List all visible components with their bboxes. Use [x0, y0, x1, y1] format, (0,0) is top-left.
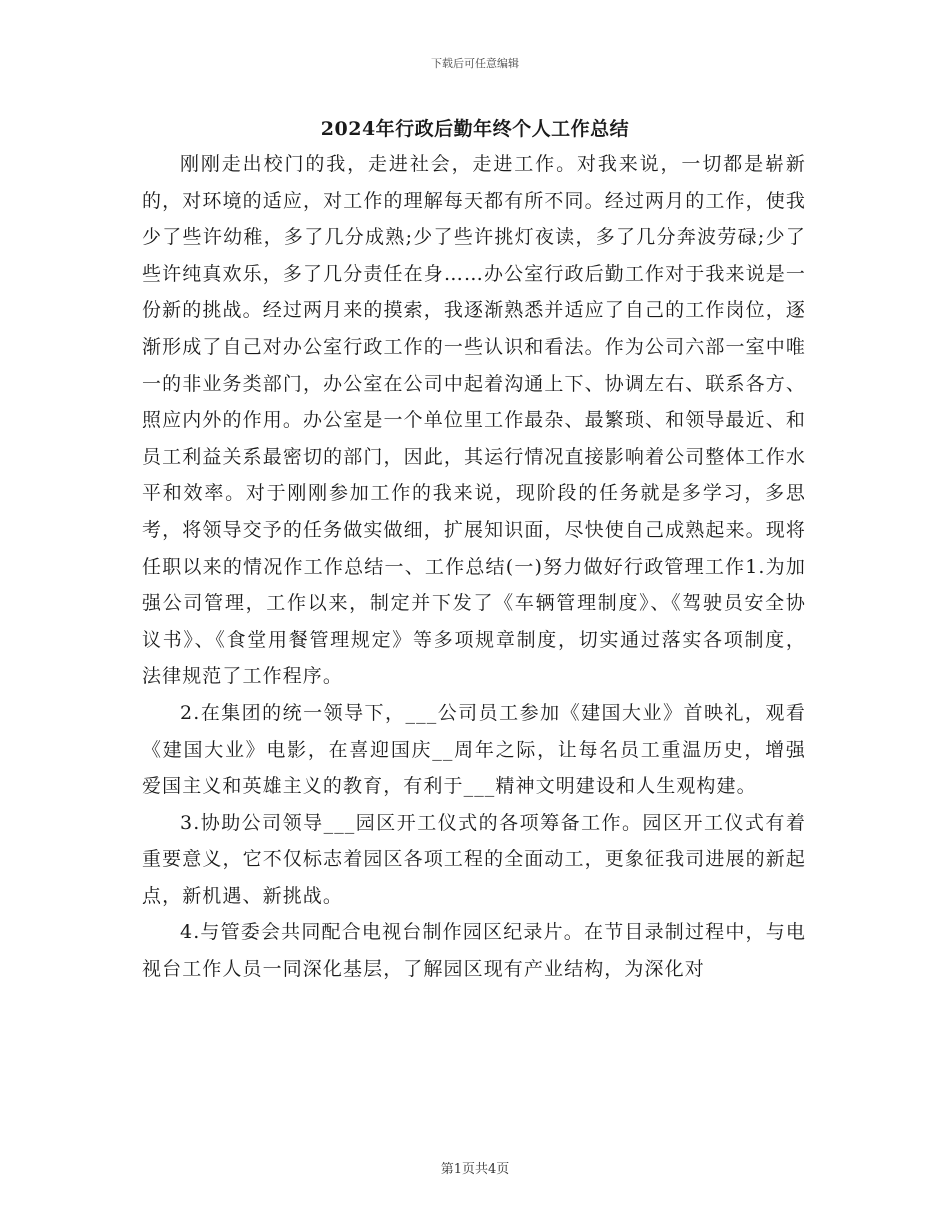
page-header-note: 下载后可任意编辑 [431, 57, 519, 70]
document-title: 2024年行政后勤年终个人工作总结 [320, 118, 630, 140]
paragraph-item-3: 3.协助公司领导___园区开工仪式的各项筹备工作。园区开工仪式有着重要意义，它不仅标志着园区各项工程的全面动工，更象征我司进展的新起点，新机遇、新挑战。 [142, 811, 806, 907]
paragraph-intro: 刚刚走出校门的我，走进社会，走进工作。对我来说，一切都是崭新的，对环境的适应，对工作的理解每天都有所不同。经过两月的工作，使我少了些许幼稚，多了几分成熟;少了些许挑灯夜读，多了几分奔波劳碌;少了些许纯真欢乐，多了几分责任在身……办公室行政后勤工作对于我来说是一份新的挑战。经过两月来的摸索，我逐渐熟悉并适应了自己的工作岗位，逐渐形成了自己对办公室行政工作的一些认识和看法。作为公司六部一室中唯一的非业务类部门，办公室在公司中起着沟通上下、协调左右、联系各方、照应内外的作用。办公室是一个单位里工作最杂、最繁琐、和领导最近、和员工利益关系最密切的部门，因此，其运行情况直接影响着公司整体工作水平和效率。对于刚刚参加工作的我来说，现阶段的任务就是多学习，多思考，将领导交予的任务做实做细，扩展知识面，尽快使自己成熟起来。现将任职以来的情况作工作总结一、工作总结(一)努力做好行政管理工作1.为加强公司管理，工作以来，制定并下发了《车辆管理制度》、《驾驶员安全协议书》、《食堂用餐管理规定》等多项规章制度，切实通过落实各项制度，法律规范了工作程序。 [142, 153, 806, 688]
paragraph-item-2: 2.在集团的统一领导下，___公司员工参加《建国大业》首映礼，观看《建国大业》电影，在喜迎国庆__周年之际，让每名员工重温历史，增强爱国主义和英雄主义的教育，有利于___精神文明建设和人生观构建。 [142, 701, 806, 798]
paragraph-item-4: 4.与管委会共同配合电视台制作园区纪录片。在节目录制过程中，与电视台工作人员一同深化基层，了解园区现有产业结构，为深化对 [142, 921, 806, 981]
document-body [142, 146, 806, 988]
page-footer-indicator: 第1页共4页 [440, 1162, 510, 1177]
